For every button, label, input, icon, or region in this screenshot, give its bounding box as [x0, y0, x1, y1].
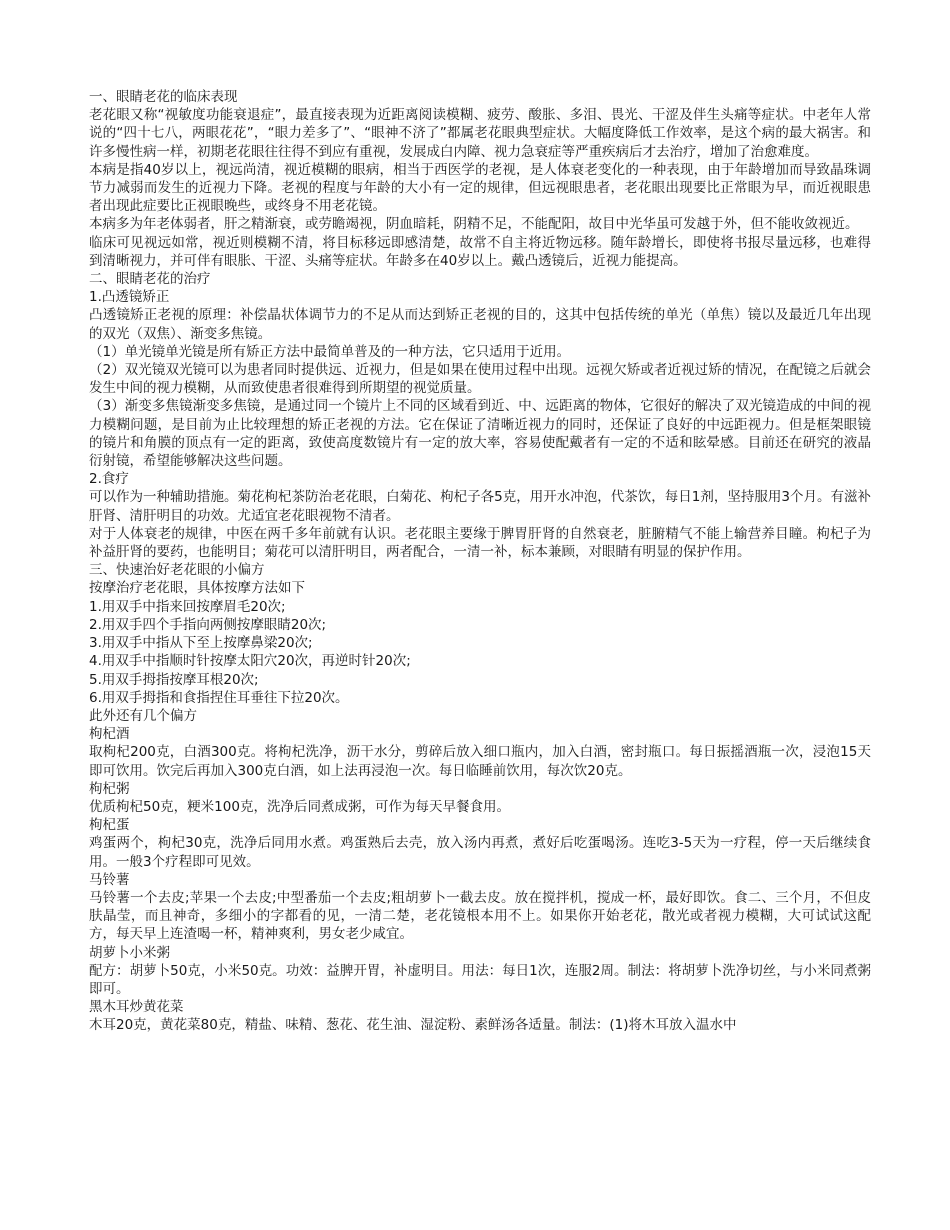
paragraph: 凸透镜矫正老视的原理：补偿晶状体调节力的不足从而达到矫正老视的目的，这其中包括传统的单光（单焦）镜以及最近几年出现的双光（双焦）、渐变多焦镜。 [89, 307, 871, 342]
paragraph: （1）单光镜单光镜是所有矫正方法中最简单普及的一种方法，它只适用于近用。 [89, 343, 571, 360]
list-item: 4.用双手中指顺时针按摩太阳穴20次，再逆时针20次; [89, 653, 411, 670]
paragraph: 临床可见视远如常，视近则模糊不清，将目标移远即感清楚，故常不自主将近物远移。随年龄增长，即使将书报尽量远移，也难得到清晰视力，并可伴有眼胀、干涩、头痛等症状。年龄多在40岁以上。戴凸透镜后，近视力能提高。 [89, 234, 871, 269]
paragraph: 取枸杞200克，白酒300克。将枸杞洗净，沥干水分，剪碎后放入细口瓶内，加入白酒，密封瓶口。每日振摇酒瓶一次，浸泡15天即可饮用。饮完后再加入300克白酒，如上法再浸泡一次。每日临睡前饮用，每次饮20克。 [89, 744, 871, 779]
section-heading-1: 一、眼睛老花的临床表现 [89, 89, 238, 105]
paragraph: 老花眼又称“视敏度功能衰退症”，最直接表现为近距离阅读模糊、疲劳、酸胀、多泪、畏光、干涩及伴生头痛等症状。中老年人常说的“四十七八，两眼花花”，“眼力差多了”、“眼神不济了”都属老花眼典型症状。大幅度降低工作效率，是这个病的最大祸害。和许多慢性病一样，初期老花眼往往得不到应有重视，发展成白内障、视力急衰症等严重疾病后才去治疗，增加了治愈难度。 [89, 107, 871, 160]
paragraph: 对于人体衰老的规律，中医在两千多年前就有认识。老花眼主要缘于脾胃肝肾的自然衰老，脏腑精气不能上输营养目瞳。枸杞子为补益肝肾的要药，也能明目；菊花可以清肝明目，两者配合，一清一补，标本兼顾，对眼睛有明显的保护作用。 [89, 525, 871, 561]
paragraph: 马铃薯一个去皮;苹果一个去皮;中型番茄一个去皮;粗胡萝卜一截去皮。放在搅拌机，搅成一杯，最好即饮。食二、三个月，不但皮肤晶莹，而且神奇，多细小的字都看的见，一清二楚，老花镜根本用不上。如果你开始老花，散光或者视力模糊，大可试试这配方，每天早上连渣喝一杯，精神爽利，男女老少咸宜。 [89, 889, 871, 943]
recipe-title: 马铃薯 [89, 871, 130, 888]
paragraph: 本病多为年老体弱者，肝之精渐衰，或劳瞻竭视，阴血暗耗，阴精不足，不能配阳，故目中光华虽可发越于外，但不能收敛视近。 [89, 216, 859, 233]
paragraph: 木耳20克，黄花菜80克，精盐、味精、葱花、花生油、湿淀粉、素鲜汤各适量。制法：(1)将木耳放入温水中 [89, 1017, 737, 1034]
section-heading-3: 三、快速治好老花眼的小偏方 [89, 562, 265, 579]
paragraph: 本病是指40岁以上，视远尚清，视近模糊的眼病，相当于西医学的老视，是人体衰老变化的一种表现，由于年龄增加而导致晶珠调节力减弱而发生的近视力下降。老视的程度与年龄的大小有一定的规律，但远视眼患者，老花眼出现要比正常眼为早，而近视眼患者出现此症要比正视眼晚些，或终身不用老花镜。 [89, 161, 871, 215]
subheading-convex-lens: 1.凸透镜矫正 [89, 289, 170, 306]
paragraph: （3）渐变多焦镜渐变多焦镜，是通过同一个镜片上不同的区域看到近、中、远距离的物体，它很好的解决了双光镜造成的中间的视力模糊问题，是目前为止比较理想的矫正老视的方法。它在保证了清晰近视力的同时，还保证了良好的中远距视力。但是框架眼镜的镜片和角膜的顶点有一定的距离，致使高度数镜片有一定的放大率，容易使配戴者有一定的不适和眩晕感。目前还在研究的液晶衍射镜，希望能够解决这些问题。 [89, 398, 871, 470]
recipe-title: 枸杞酒 [89, 726, 130, 743]
recipe-title: 枸杞蛋 [89, 817, 130, 834]
paragraph: 此外还有几个偏方 [89, 707, 197, 724]
paragraph: （2）双光镜双光镜可以为患者同时提供远、近视力，但是如果在使用过程中出现。远视欠矫或者近视过矫的情况，在配镜之后就会发生中间的视力模糊，从而致使患者很难得到所期望的视觉质量。 [89, 362, 871, 397]
document-page [89, 88, 871, 1035]
list-item: 1.用双手中指来回按摩眉毛20次; [89, 598, 286, 615]
paragraph: 按摩治疗老花眼，具体按摩方法如下 [89, 580, 305, 597]
list-item: 5.用双手拇指按摩耳根20次; [89, 671, 259, 688]
paragraph: 优质枸杞50克，粳米100克，洗净后同煮成粥，可作为每天早餐食用。 [89, 798, 510, 815]
list-item: 3.用双手中指从下至上按摩鼻梁20次; [89, 635, 313, 652]
list-item: 2.用双手四个手指向两侧按摩眼睛20次; [89, 616, 327, 633]
paragraph: 鸡蛋两个，枸杞30克，洗净后同用水煮。鸡蛋熟后去壳，放入汤内再煮，煮好后吃蛋喝汤。连吃3-5天为一疗程，停一天后继续食用。一般3个疗程即可见效。 [89, 835, 871, 870]
subheading-diet: 2.食疗 [89, 471, 129, 488]
paragraph: 配方：胡萝卜50克，小米50克。功效：益脾开胃，补虚明目。用法：每日1次，连服2周。制法：将胡萝卜洗净切丝，与小米同煮粥即可。 [89, 962, 871, 997]
recipe-title: 黑木耳炒黄花菜 [89, 999, 184, 1016]
recipe-title: 胡萝卜小米粥 [89, 944, 170, 961]
list-item: 6.用双手拇指和食指捏住耳垂往下拉20次。 [89, 689, 349, 706]
section-heading-2: 二、眼睛老花的治疗 [89, 271, 211, 288]
recipe-title: 枸杞粥 [89, 780, 130, 797]
paragraph: 可以作为一种辅助措施。菊花枸杞茶防治老花眼，白菊花、枸杞子各5克，用开水冲泡，代茶饮，每日1剂，坚持服用3个月。有滋补肝肾、清肝明目的功效。尤适宜老花眼视物不清者。 [89, 489, 871, 524]
